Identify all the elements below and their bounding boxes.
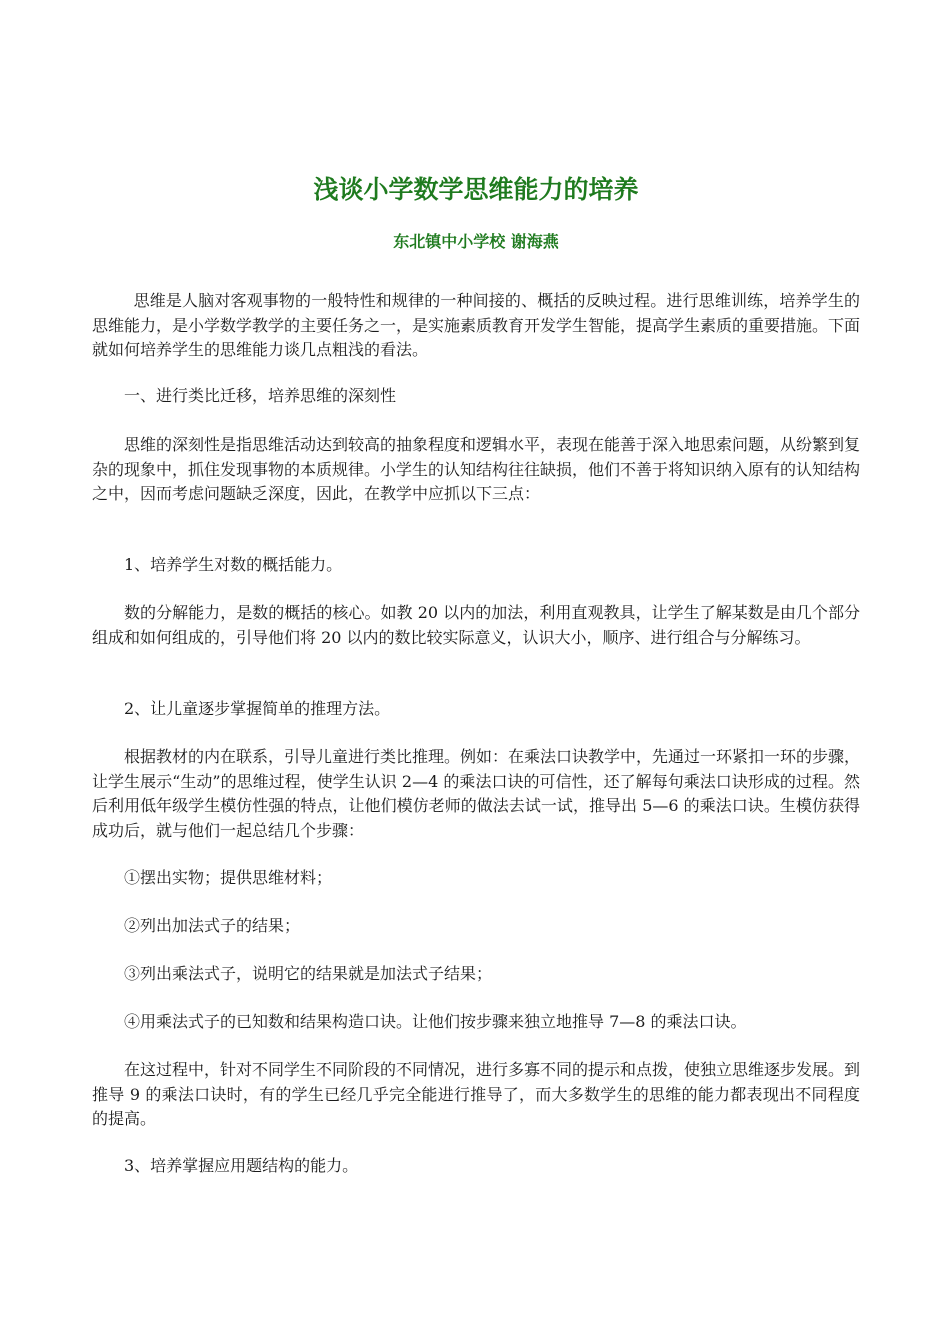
document-title: 浅谈小学数学思维能力的培养	[313, 175, 639, 204]
author-line: 东北镇中小学校 谢海燕	[393, 232, 559, 251]
list-item: ④用乘法式子的已知数和结果构造口诀。让他们按步骤来独立地推导 7—8 的乘法口诀。	[124, 1012, 747, 1031]
section-heading-1: 一、进行类比迁移，培养思维的深刻性	[124, 386, 397, 405]
paragraph: 根据教材的内在联系，引导儿童进行类比推理。例如：在乘法口诀教学中，先通过一环紧扣一环的步骤，让学生展示“生动”的思维过程，使学生认识 2—4 的乘法口诀的可信性，还了解每句乘法口诀形成的过程。然后利用低年级学生模仿性强的特点，让他们模仿老师的做法去试一试，推导出 5—6 的乘法口诀。生模仿获得成功后，就与他们一起总结几个步骤：	[92, 747, 861, 840]
list-item: ①摆出实物；提供思维材料；	[124, 868, 333, 887]
paragraph: 思维的深刻性是指思维活动达到较高的抽象程度和逻辑水平，表现在能善于深入地思索问题，从纷繁到复杂的现象中，抓住发现事物的本质规律。小学生的认知结构往往缺损，他们不善于将知识纳入原有的认知结构之中，因而考虑问题缺乏深度，因此，在教学中应抓以下三点：	[92, 435, 861, 503]
paragraph: 数的分解能力，是数的概括的核心。如教 20 以内的加法，利用直观教具，让学生了解某数是由几个部分组成和如何组成的，引导他们将 20 以内的数比较实际意义，认识大小，顺序、进行组合与分解练习。	[92, 603, 860, 647]
subheading-1: 1、培养学生对数的概括能力。	[124, 555, 343, 574]
list-item: ③列出乘法式子，说明它的结果就是加法式子结果；	[124, 964, 493, 983]
subheading-2: 2、让儿童逐步掌握简单的推理方法。	[124, 699, 391, 718]
list-item: ②列出加法式子的结果；	[124, 916, 301, 935]
paragraph: 在这过程中，针对不同学生不同阶段的不同情况，进行多寡不同的提示和点拨，使独立思维逐步发展。到推导 9 的乘法口诀时，有的学生已经几乎完全能进行推导了，而大多数学生的思维的能力都表现出不同程度的提高。	[92, 1060, 861, 1128]
paragraph-intro: 思维是人脑对客观事物的一般特性和规律的一种间接的、概括的反映过程。进行思维训练，培养学生的思维能力，是小学数学教学的主要任务之一，是实施素质教育开发学生智能，提高学生素质的重要措施。下面就如何培养学生的思维能力谈几点粗浅的看法。	[92, 291, 861, 359]
subheading-3: 3、培养掌握应用题结构的能力。	[124, 1156, 359, 1175]
